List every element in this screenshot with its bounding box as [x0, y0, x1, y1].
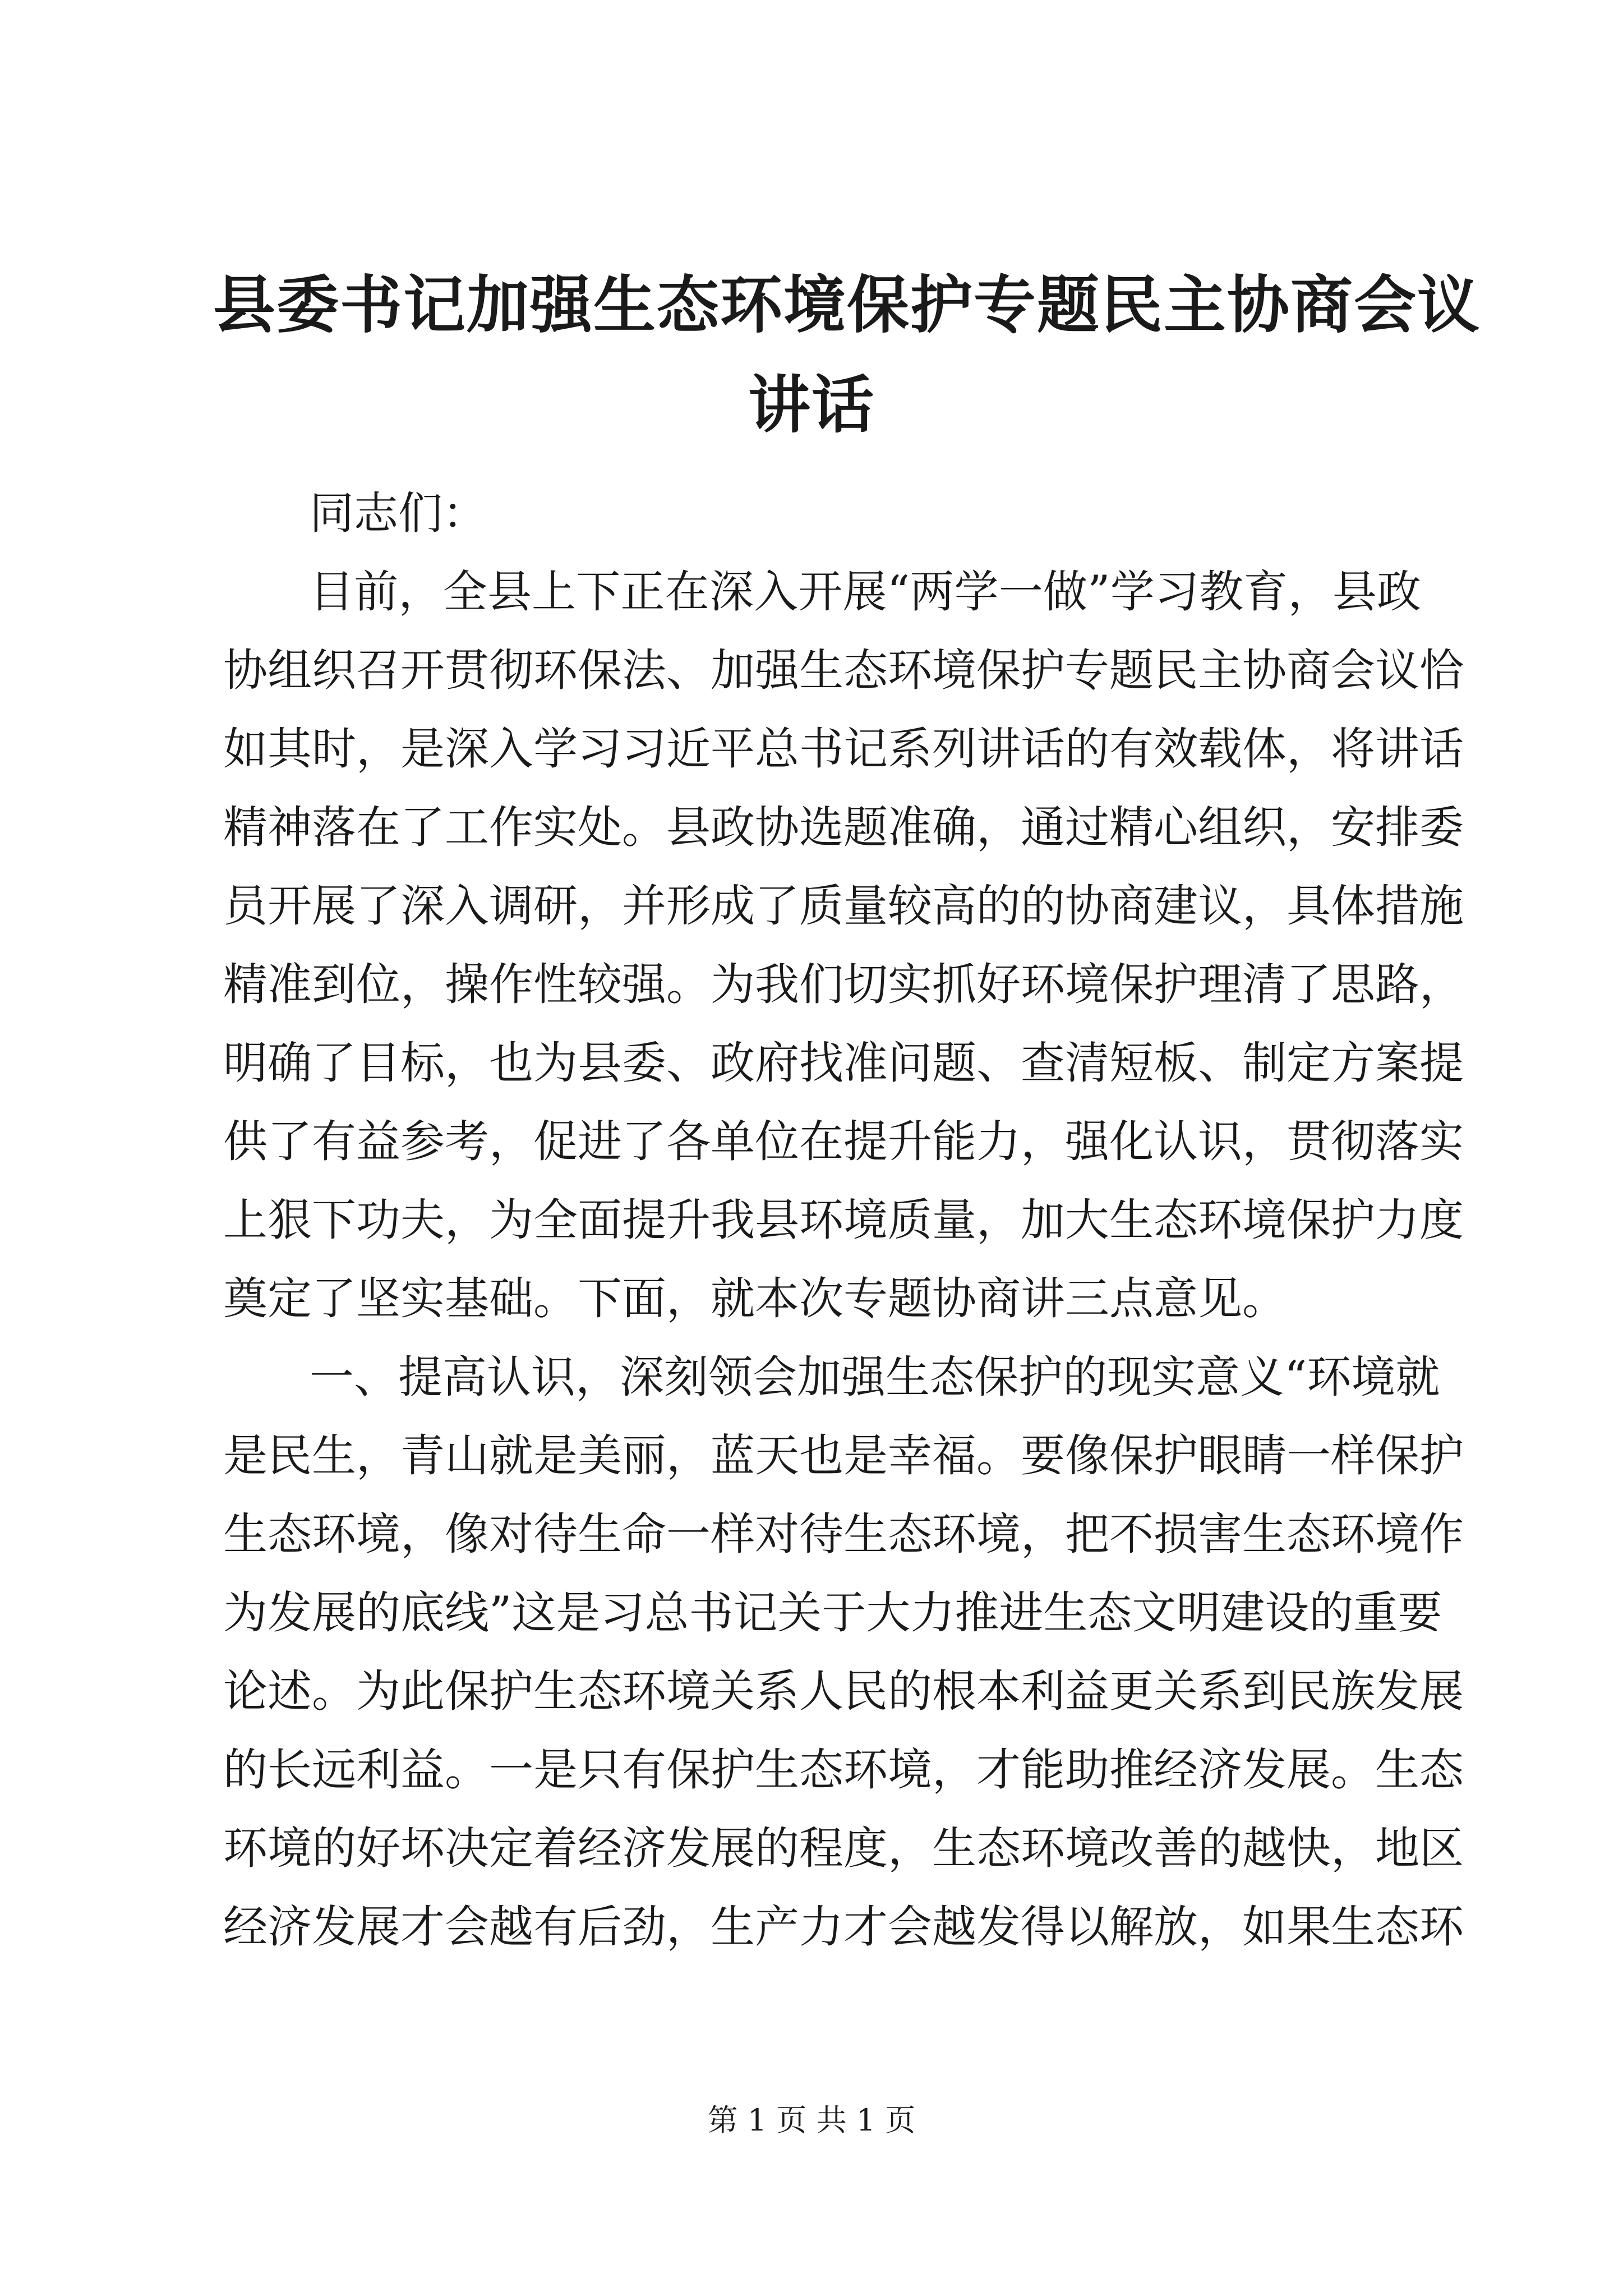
body-line: 奠定了坚实基础。下面，就本次专题协商讲三点意见。	[223, 1273, 1287, 1324]
body-line: 一、提高认识，深刻领会加强生态保护的现实意义“环境就	[310, 1351, 1440, 1403]
document-title	[213, 255, 1481, 455]
body-line: 如其时，是深入学习习近平总书记系列讲话的有效载体，将讲话	[223, 723, 1464, 775]
body-line: 经济发展才会越有后劲，生产力才会越发得以解放，如果生态环	[223, 1901, 1464, 1953]
body-line: 目前，全县上下正在深入开展“两学一做”学习教育，县政	[310, 566, 1421, 618]
salutation-line: 同志们：	[310, 487, 487, 539]
body-line: 供了有益参考，促进了各单位在提升能力，强化认识，贯彻落实	[223, 1116, 1464, 1167]
title-line-2: 讲话	[748, 369, 875, 441]
body-line: 上狠下功夫，为全面提升我县环境质量，加大生态环境保护力度	[223, 1194, 1464, 1246]
body-line: 环境的好坏决定着经济发展的程度，生态环境改善的越快，地区	[223, 1823, 1464, 1874]
title-line-1: 县委书记加强生态环境保护专题民主协商会议	[213, 269, 1481, 342]
page-footer: 第 1 页 共 1 页	[707, 2102, 916, 2138]
body-line: 论述。为此保护生态环境关系人民的根本利益更关系到民族发展	[223, 1665, 1464, 1717]
body-line: 生态环境，像对待生命一样对待生态环境，把不损害生态环境作	[223, 1508, 1464, 1560]
body-line: 员开展了深入调研，并形成了质量较高的的协商建议，具体措施	[223, 880, 1464, 932]
body-line: 精神落在了工作实处。县政协选题准确，通过精心组织，安排委	[223, 802, 1464, 853]
body-line: 为发展的底线”这是习总书记关于大力推进生态文明建设的重要	[223, 1587, 1442, 1639]
body-line: 明确了目标，也为县委、政府找准问题、查清短板、制定方案提	[223, 1037, 1464, 1089]
body-line: 协组织召开贯彻环保法、加强生态环境保护专题民主协商会议恰	[223, 645, 1464, 696]
body-line: 精准到位，操作性较强。为我们切实抓好环境保护理清了思路，	[223, 959, 1464, 1010]
body-line: 是民生，青山就是美丽，蓝天也是幸福。要像保护眼睛一样保护	[223, 1430, 1464, 1481]
body-line: 的长远利益。一是只有保护生态环境，才能助推经济发展。生态	[223, 1744, 1464, 1796]
